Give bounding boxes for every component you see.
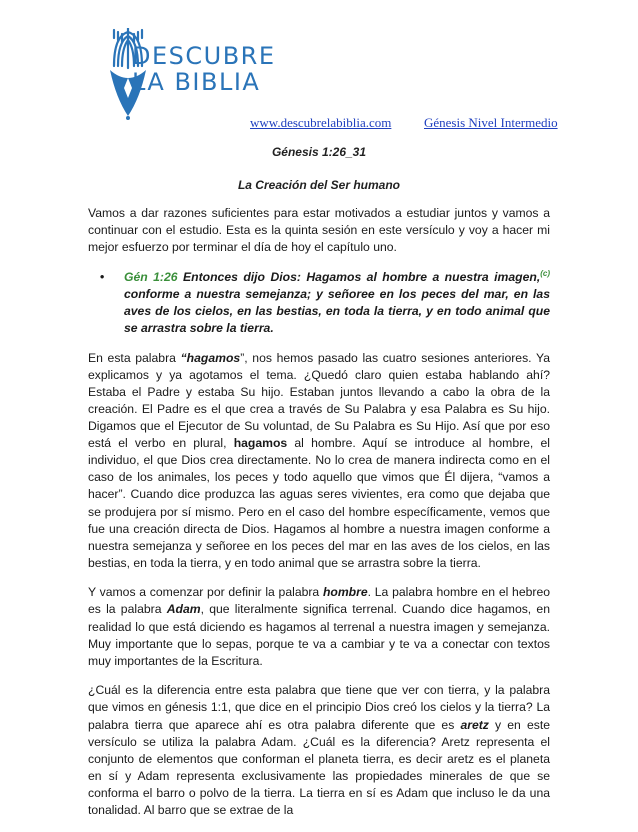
p4-text-a: ¿Cuál es la diferencia entre esta palabra que tiene que ver con tierra, y la palabra que vimos en génesis 1:1, que dice en el principio Dios creó los cielos y la tierra? La palabra tierra que aparece ahí es otra palabra diferente que es	[88, 683, 550, 732]
p3-word-adam: Adam	[166, 602, 201, 617]
logo-text-line2: LA BIBLIA	[132, 68, 261, 96]
p2-word-hagamos: “hagamos	[180, 350, 241, 365]
p3-word-hombre: hombre	[322, 585, 368, 600]
verse-ref-link[interactable]: Gén 1:26	[124, 269, 178, 284]
verse-bullet	[88, 269, 550, 337]
paragraph-hombre	[88, 584, 550, 669]
paragraph-intro: Vamos a dar razones suficientes para estar motivados a estudiar juntos y vamos a continuar con el estudio. Esta es la quinta sesión en este versículo y voy a hacer mi mejor esfuerzo por terminar el día de hoy el capítulo uno.	[88, 206, 550, 255]
logo-text-line1: DESCUBRE	[132, 42, 276, 70]
paragraph-aretz	[88, 682, 550, 819]
verse-text-b: conforme a nuestra semejanza; y señoree en los peces del mar, en las aves de los cielos, en las bestias, en toda la tierra, y en todo animal que se arrastra sobre la tierra.	[124, 286, 550, 336]
p4-word-aretz: aretz	[460, 717, 489, 732]
p2-text-c: al hombre. Aquí se introduce al hombre, el individuo, el que Dios crea directamente. No lo crea de manera indirecta como en el caso de los animales, los peces y todo aquello que vimos que Él dijera, “vamos a hacer”. Cuando dice produzca las aguas seres vivientes, era como que dejaba que se produjera por sí mismo. Pero en el caso del hombre específicamente, vemos que fue una creación directa de Dios. Hagamos al hombre a nuestra imagen conforme a nuestra semejanza y señoree en los peces del mar en las aves de los cielos, en las bestias, en toda la tierra, y en todo animal que se arrastra sobre la tierra.	[88, 436, 550, 570]
p4-text-b: y en este versículo se utiliza la palabra Adam. ¿Cuál es la diferencia? Aretz representa el conjunto de elementos que conforman el planeta tierra, es decir aretz es el planeta en sí y Adam representa exclusivamente las propiedades minerales de que se conforma el barro o polvo de la tierra. La tierra en sí es Adam que incluso le da una tonalidad. Al barro que se extrae de la	[88, 717, 550, 817]
paragraph-hagamos	[88, 350, 550, 572]
verse-text-a: Entonces dijo Dios: Hagamos al hombre a nuestra imagen,	[177, 269, 541, 284]
series-link[interactable]: Génesis Nivel Intermedio	[424, 115, 558, 130]
p3-text-c: , que literalmente significa terrenal. Cuando dice hagamos, en realidad lo que está diciendo es hagamos al terrenal a nuestra imagen y semejanza. Muy importante que lo sepas, porque te va a cambiar y te va a conectar con textos muy importantes de la Escritura.	[88, 602, 550, 668]
header-links	[0, 115, 638, 133]
website-link[interactable]: www.descubrelabiblia.com	[250, 115, 392, 130]
document-body	[88, 205, 550, 832]
bullet-icon: •	[100, 269, 105, 284]
lesson-reference: Génesis 1:26_31	[271, 145, 367, 159]
lesson-subject: La Creación del Ser humano	[237, 178, 401, 192]
p2-text-b: ”, nos hemos pasado las cuatro sesiones anteriores. Ya explicamos y ya agotamos el tema. ¿Quedó claro quien estaba hablando ahí? Estaba el Padre y estaba Su hijo. Estaban juntos llevando a cabo la obra de la creación. El Padre es el que crea a través de Su Palabra y esa Palabra es Su hijo. Digamos que el Ejecutor de Su voluntad, de Su Palabra es Su Hijo. Así que por eso está el verbo en plural,	[88, 350, 550, 451]
p3-text-b: . La palabra hombre en el hebreo es la palabra	[88, 585, 550, 617]
verse-footnote[interactable]: (c)	[540, 268, 550, 278]
p2-word-hagamos-2: hagamos	[233, 436, 288, 451]
p2-text-a: En esta palabra	[88, 350, 181, 365]
p3-text-a: Y vamos a comenzar por definir la palabra	[88, 585, 323, 600]
